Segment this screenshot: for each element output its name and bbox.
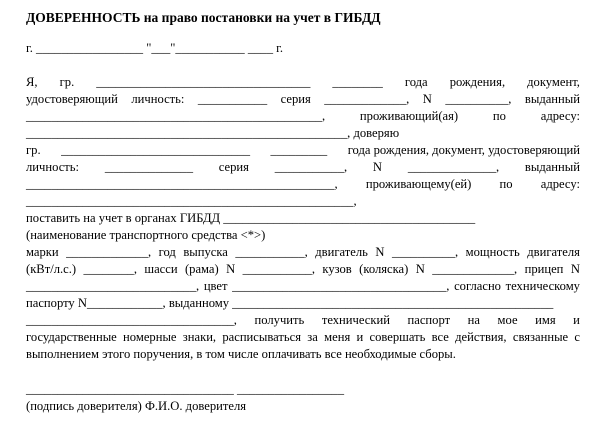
line-word: и <box>356 330 364 344</box>
line-word: __________, <box>445 92 512 106</box>
line-word: выданный <box>524 92 580 106</box>
line-word: ____________________________________________________, <box>26 194 357 208</box>
line-word: _________________________________, <box>26 313 237 327</box>
line-word: __________, <box>392 245 459 259</box>
line-word: номерные <box>123 330 177 344</box>
line-word: действия, <box>455 330 507 344</box>
document-line <box>26 125 580 142</box>
line-word: документ, <box>527 75 580 89</box>
line-word: личность: <box>131 92 185 106</box>
line-word: по <box>492 109 506 123</box>
line-word: адресу: <box>540 109 580 123</box>
line-word: _____________, <box>432 262 518 276</box>
line-word: государственные <box>26 330 117 344</box>
line-word: знаки, <box>182 330 217 344</box>
document-body <box>26 74 580 415</box>
line-word: N <box>422 92 432 106</box>
line-word: на <box>467 313 480 327</box>
line-word: (кВт/л.с.) <box>26 262 77 276</box>
line-word: рождения, <box>449 75 506 89</box>
line-word: личность: <box>26 160 80 174</box>
line-word: все <box>431 330 449 344</box>
line-word: шасси <box>144 262 178 276</box>
power-of-attorney-document <box>26 10 580 415</box>
line-word: серия <box>218 160 249 174</box>
line-word: марки <box>26 245 59 259</box>
line-word: (рама) <box>184 262 219 276</box>
document-line <box>26 142 580 159</box>
line-word: (подпись доверителя) Ф.И.О. доверителя <box>26 399 247 413</box>
line-word: за <box>307 330 318 344</box>
document-line <box>26 278 580 295</box>
line-word: ______________________________ <box>61 143 251 157</box>
line-word: _________________________________________________, <box>26 177 338 191</box>
line-word: меня <box>324 330 351 344</box>
document-line <box>26 159 580 176</box>
document-line <box>26 108 580 125</box>
line-word: ___________, <box>242 262 315 276</box>
line-word: удостоверяющий <box>26 92 118 106</box>
line-word: N <box>415 262 425 276</box>
line-word: по <box>499 177 513 191</box>
line-word: _____________, <box>324 92 410 106</box>
line-word: года <box>404 75 428 89</box>
line-word: мощность <box>465 245 520 259</box>
line-word: выданный <box>524 160 580 174</box>
line-word: ___________, <box>235 245 308 259</box>
document-title: ДОВЕРЕННОСТЬ на право постановки на учет в ГИБДД <box>26 10 381 25</box>
line-word: __________________________________ <box>96 75 311 89</box>
line-word: года рождения, документ, удостоверяющий <box>347 143 580 157</box>
line-word: N <box>372 160 383 174</box>
document-line <box>26 74 580 91</box>
document-line <box>26 227 580 244</box>
document-line <box>26 329 580 346</box>
line-word: _________________________________ _________________ <box>26 382 344 396</box>
line-word: проживающему(ей) <box>365 177 472 191</box>
line-word: поставить на учет в органах ГИБДД ________________________________________ <box>26 211 476 225</box>
document-line <box>26 312 580 329</box>
line-word: год <box>158 245 176 259</box>
line-word: паспорту N____________, выданному ___________________________________________________ <box>26 296 554 310</box>
line-word: паспорт <box>407 313 451 327</box>
document-line <box>26 261 580 278</box>
document-line <box>26 176 580 193</box>
line-word: гр. <box>59 75 75 89</box>
line-word: ________, <box>83 262 137 276</box>
line-word: гр. <box>26 143 41 157</box>
line-word: адресу: <box>540 177 580 191</box>
line-word: имя <box>535 313 556 327</box>
place-date-line: г. _________________ "___"___________ ____ г. <box>26 41 284 55</box>
line-word: мое <box>497 313 518 327</box>
line-word: N <box>375 245 385 259</box>
document-line <box>26 295 580 312</box>
line-word: связанные <box>512 330 569 344</box>
line-word: получить <box>254 313 305 327</box>
line-word: выполнением этого поручения, в том числе оплачивать все необходимые сборы. <box>26 347 456 361</box>
line-word: выпуска <box>183 245 228 259</box>
line-word: ___________________________, <box>26 279 200 293</box>
document-line <box>26 244 580 261</box>
line-word: расписываться <box>222 330 302 344</box>
line-word: двигатель <box>315 245 368 259</box>
line-word: технический <box>321 313 390 327</box>
blank-line <box>26 363 580 381</box>
line-word: и <box>573 313 580 327</box>
line-word: цвет <box>203 279 228 293</box>
line-word: ___________________________________________________, доверяю <box>26 126 400 140</box>
document-line <box>26 210 580 227</box>
line-word: N <box>226 262 236 276</box>
line-word: _____________, <box>66 245 152 259</box>
document-line <box>26 398 580 415</box>
document-line <box>26 381 580 398</box>
line-word: ___________ <box>197 92 268 106</box>
line-word: ______________, <box>407 160 500 174</box>
line-word: ______________ <box>104 160 193 174</box>
line-word: __________________________________, <box>232 279 450 293</box>
line-word: ___________, <box>274 160 348 174</box>
line-word: (наименование транспортного средства <*>) <box>26 228 266 242</box>
line-word: _______________________________________________, <box>26 109 326 123</box>
line-word: Я, <box>26 75 38 89</box>
line-word: с <box>574 330 580 344</box>
line-word: серия <box>280 92 311 106</box>
line-word: совершать <box>369 330 426 344</box>
line-word: техническому <box>505 279 580 293</box>
line-word: проживающий(ая) <box>359 109 459 123</box>
line-word: N <box>570 262 580 276</box>
line-word: (коляска) <box>359 262 409 276</box>
document-line <box>26 193 580 210</box>
line-word: согласно <box>454 279 501 293</box>
line-word: прицеп <box>524 262 564 276</box>
line-word: ________ <box>332 75 383 89</box>
document-line <box>26 91 580 108</box>
line-word: кузов <box>322 262 352 276</box>
line-word: двигателя <box>527 245 580 259</box>
line-word: _________ <box>270 143 328 157</box>
document-line <box>26 346 580 363</box>
